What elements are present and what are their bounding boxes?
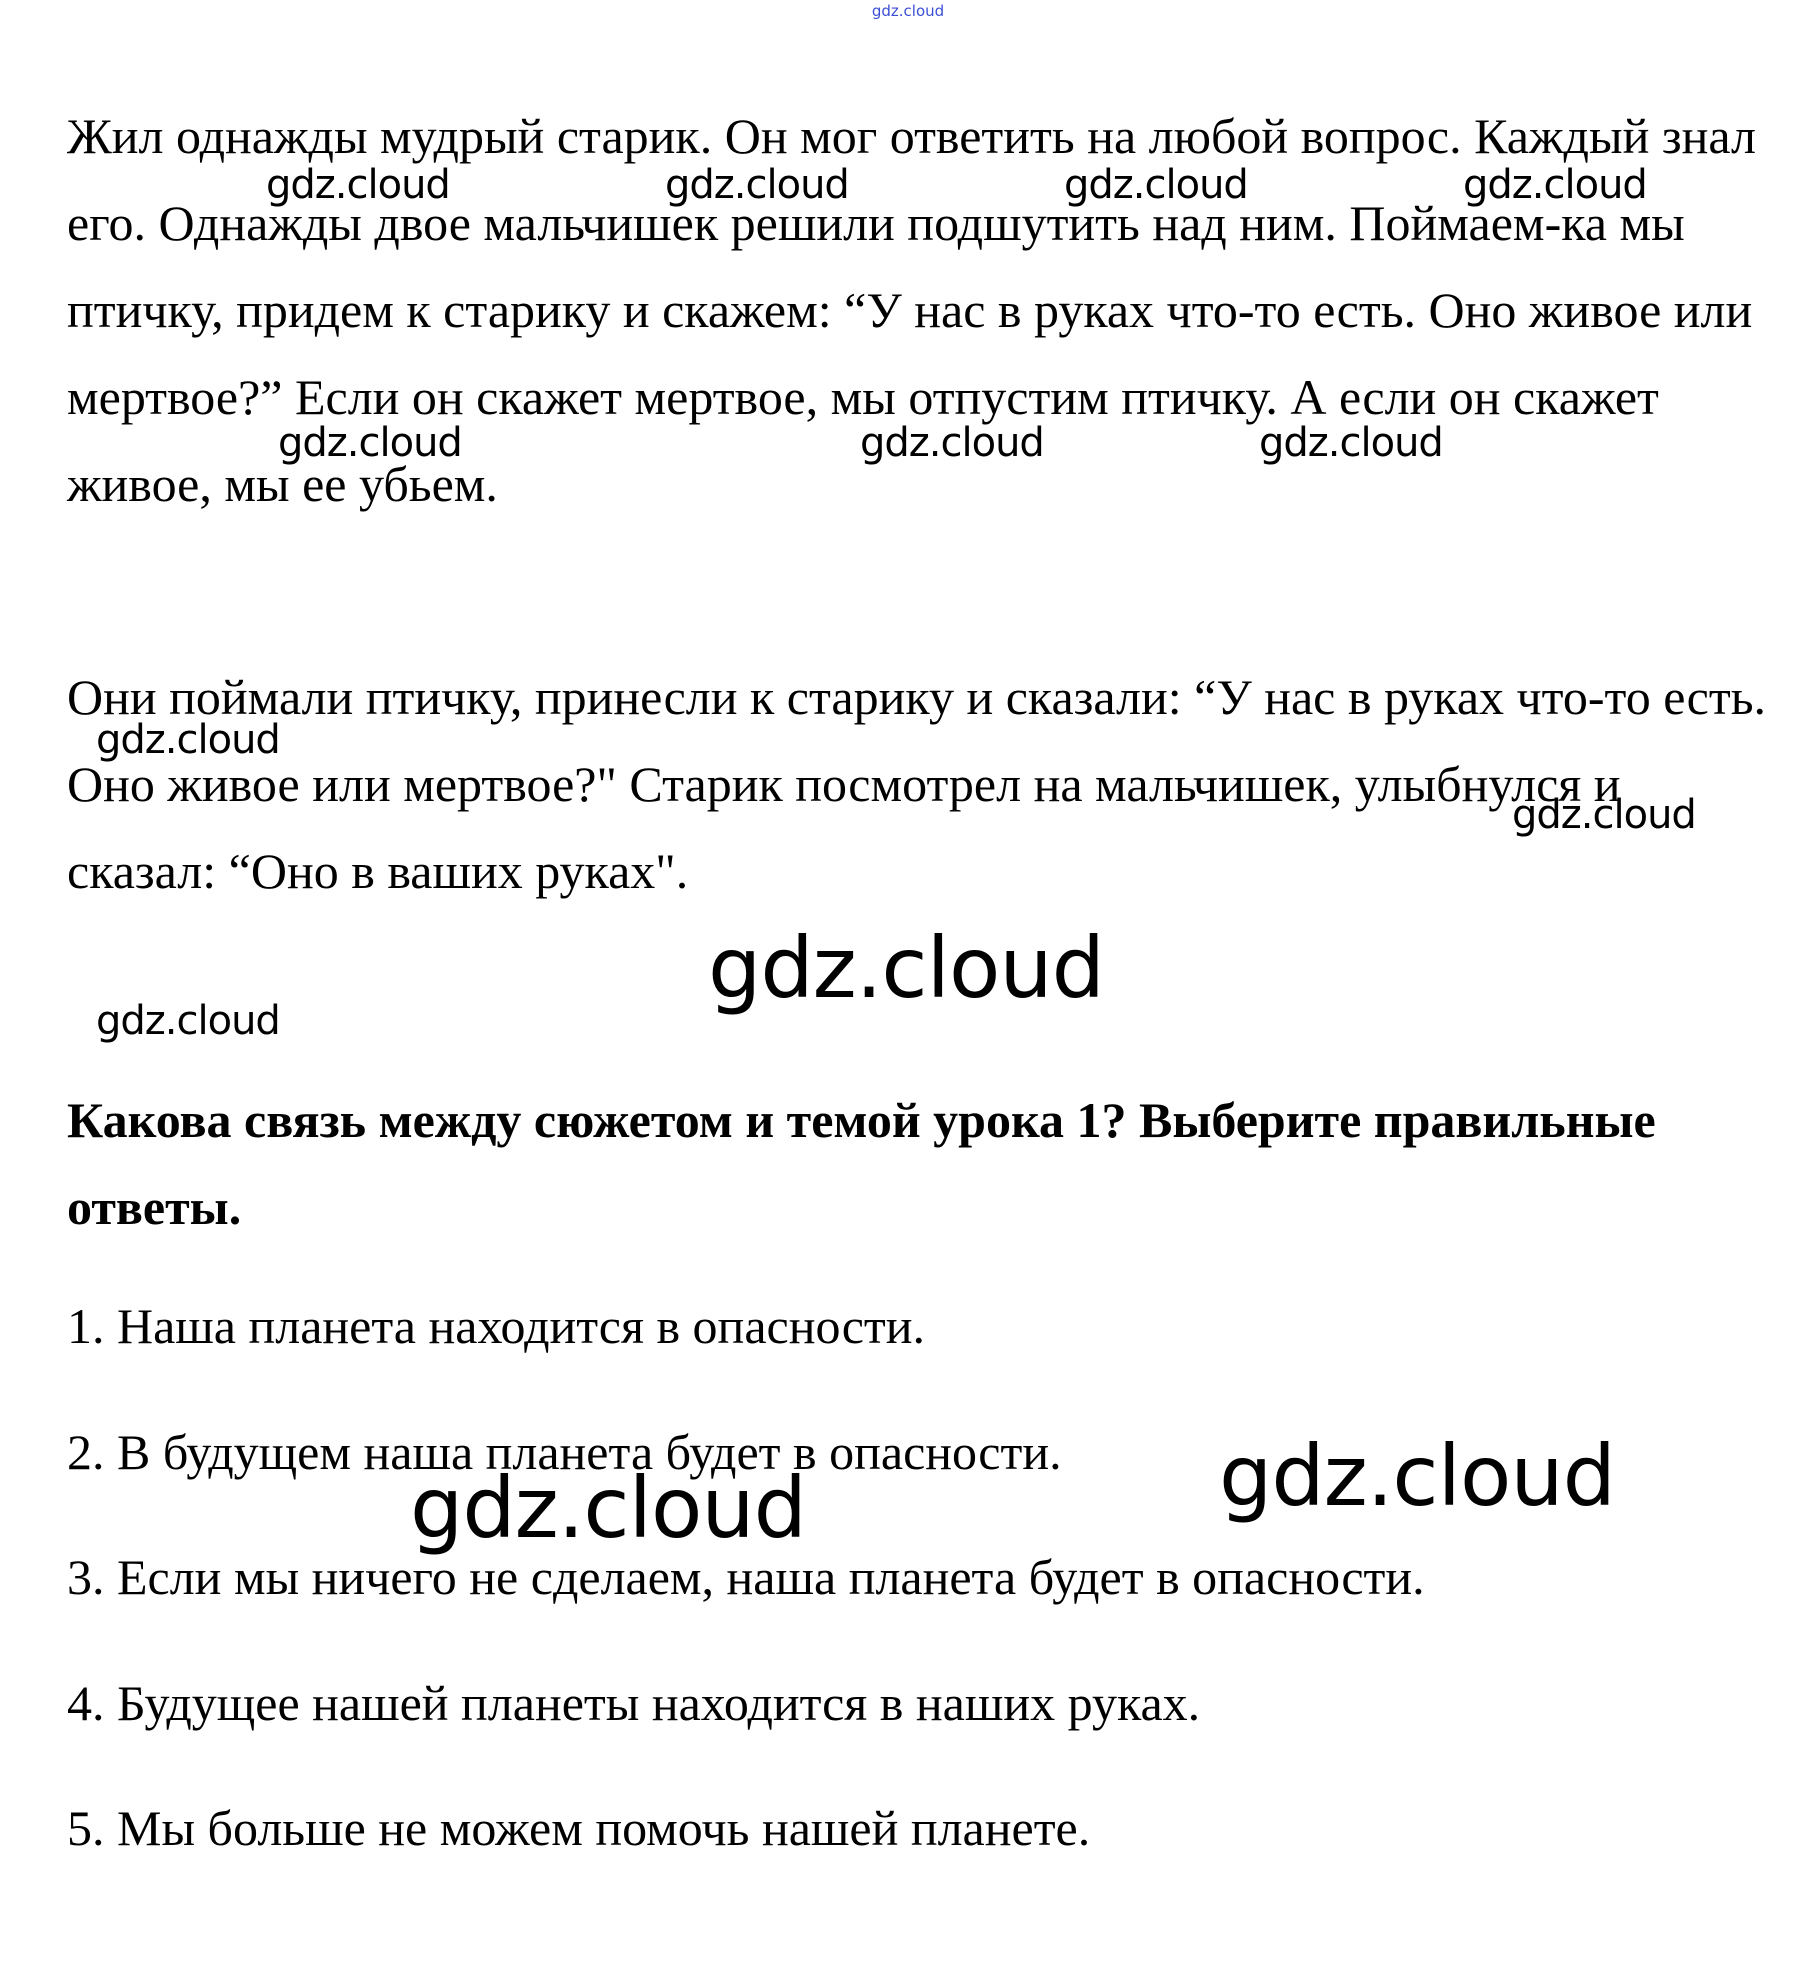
answer-option-2: 2. В будущем наша планета будет в опасности. (67, 1424, 1062, 1480)
header-watermark (0, 2, 1816, 20)
watermark: gdz.cloud (266, 162, 450, 208)
watermark: gdz.cloud (1064, 162, 1248, 208)
answer-option-5: 5. Мы больше не можем помочь нашей планете. (67, 1800, 1091, 1856)
watermark-large: gdz.cloud (708, 919, 1104, 1017)
watermark: gdz.cloud (96, 998, 280, 1044)
question-heading: Какова связь между сюжетом и темой урока 1? Выберите правильные ответы. (67, 1092, 1656, 1235)
watermark: gdz.cloud (1463, 162, 1647, 208)
watermark: gdz.cloud (278, 420, 462, 466)
watermark: gdz.cloud (1512, 792, 1696, 838)
story-paragraph-1: Жил однажды мудрый старик. Он мог ответить на любой вопрос. Каждый знал его. Однажды двое мальчишек решили подшутить над ним. Поймаем-ка мы птичку, придем к старику и скажем: “У нас в руках что-то есть. Оно живое или мертвое?” Если он скажет мертвое, мы отпустим птичку. А если он скажет живое, мы ее убьем. (67, 108, 1756, 512)
watermark: gdz.cloud (665, 162, 849, 208)
watermark: gdz.cloud (1259, 420, 1443, 466)
watermark: gdz.cloud (96, 717, 280, 763)
watermark-large: gdz.cloud (410, 1459, 806, 1557)
watermark: gdz.cloud (860, 420, 1044, 466)
answer-option-1: 1. Наша планета находится в опасности. (67, 1298, 926, 1354)
story-paragraph-2: Они поймали птичку, принесли к старику и сказали: “У нас в руках что-то есть. Оно живое или мертвое?" Старик посмотрел на мальчишек, улыбнулся и сказал: “Оно в ваших руках". (67, 669, 1766, 899)
answer-option-4: 4. Будущее нашей планеты находится в наших руках. (67, 1675, 1201, 1731)
header-watermark-text: gdz.cloud (871, 2, 945, 20)
answer-option-3: 3. Если мы ничего не сделаем, наша планета будет в опасности. (67, 1549, 1425, 1605)
watermark-large: gdz.cloud (1219, 1427, 1615, 1525)
